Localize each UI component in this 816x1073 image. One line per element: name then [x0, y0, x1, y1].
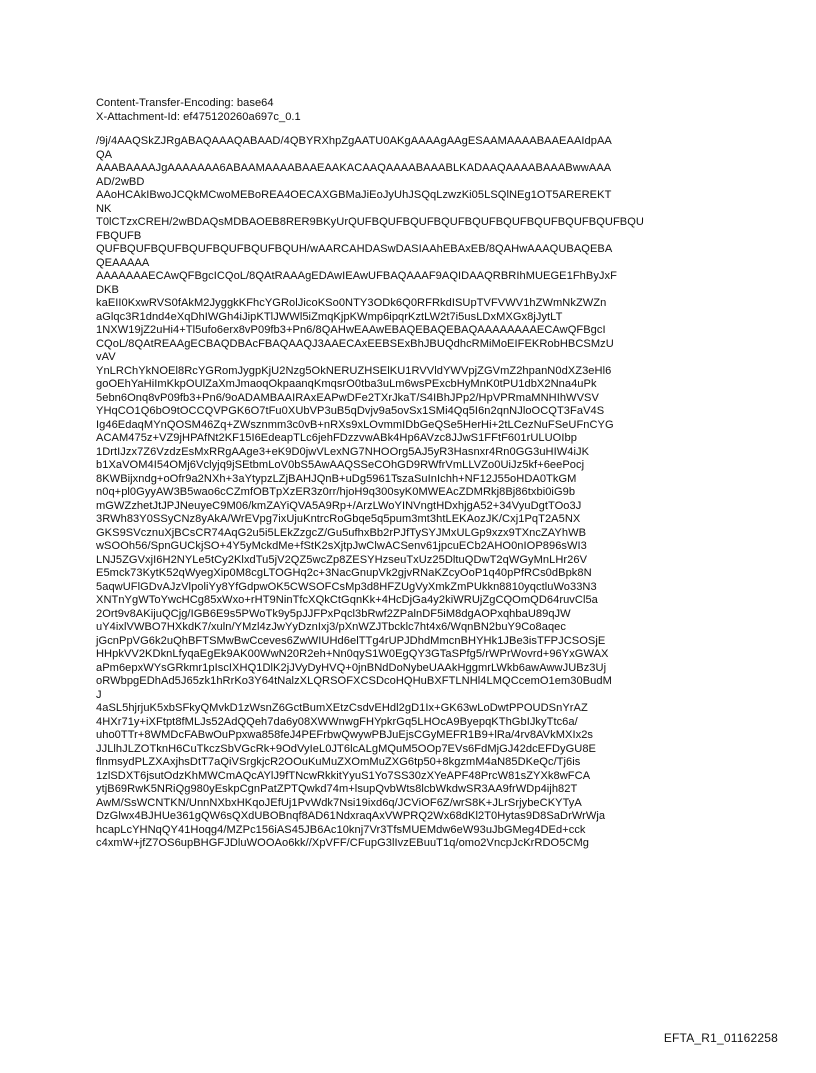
encoding-header: Content-Transfer-Encoding: base64	[96, 97, 274, 109]
base64-line: JJLlhJLZOTknH6CuTkczSbVGcRk+9OdVyIeL0JT6lcALgMQuM5OOp7EVs6FdMjGJ42dcEFDyGU8E	[96, 742, 597, 755]
base64-line: aGlqc3R1dnd4eXqDhIWGh4iJipKTlJWWl5iZmqKjpKWmp6ipqrKztLW2t7i5usLDxMXGx8jJytLT	[96, 310, 563, 323]
base64-line: 4aSL5hjrjuK5xbSFkyQMvkD1zWsnZ6GctBumXEtzCsdvEHdl2gD1Ix+GK63wLoDwtPPOUDSnYrAZ	[96, 702, 588, 714]
base64-line: hcapLcYHNqQY41Hoqg4/MZPc156iAS45JB6Ac10knj7Vr3TfsMUEMdw6eW93uJbGMeg4DEd+cck	[96, 823, 586, 836]
base64-line: ACAM475z+VZ9jHPAfNt2KF15I6EdeapTLc6jehFDzzvwABk4Hp6AVzc8JJwS1FFtF601rULUOIbp	[96, 432, 577, 444]
base64-line: AAAAAAAECAwQFBgcICQoL/8QAtRAAAgEDAwIEAwUFBAQAAAF9AQIDAAQRBRIhMUEGE1FhByJxF	[96, 270, 617, 282]
base64-line: uho0TTr+8WMDcFABwOuPpxwa858feJ4PEFrbwQwywPBJuEjsCGyMEFR1B9+lRa/4rv8AVkMXIx2s	[96, 729, 594, 741]
base64-line: AAoHCAkIBwoJCQkMCwoMEBoREA4OECAXGBMaJiEoJyUhJSQqLzwzKi05LSQlNEg1OT5AREREKT	[96, 189, 612, 201]
base64-line: YHqCO1Q6bO9tOCCQVPGK6O7tFu0XUbVP3uB5qDvjv9a5ovSx1SMi4Qq5I6n2qnNJloOCQT3FaV4S	[96, 405, 605, 417]
base64-block	[96, 135, 736, 851]
bates-number: EFTA_R1_01162258	[663, 1031, 778, 1045]
base64-line: c4xmW+jfZ7OS6upBHGFJDluWOOAo6kk//XpVFF/CFupG3lIvzEBuuT1q/omo2VncpJcKrRDO5CMg	[96, 837, 589, 849]
base64-line: 5ebn6Onq8vP09fb3+Pn6/9oADAMBAAIRAxEAPwDFe2TXrJkaT/S4IBhJPp2/HpVPRmaMNHIhWVSV	[96, 391, 599, 404]
base64-line: NK	[96, 202, 112, 215]
base64-line: DKB	[96, 283, 119, 296]
base64-line: Ig46EdaqMYnQOSM46Zq+ZWsznmm3c0vB+nRXs9xLOvmmIDbGeQSe5HerHi+2tLCezNuFSeUFnCYG	[96, 418, 614, 431]
attachment-id-header: X-Attachment-Id: ef475120260a697c_0.1	[96, 110, 301, 123]
base64-line: 1NXW19jZ2uHi4+Tl5ufo6erx8vP09fb3+Pn6/8QAHwEAAwEBAQEBAQEBAQAAAAAAAAECAwQFBgcI	[96, 324, 606, 336]
base64-line: 3RWh83Y0SSyCNz8yAkA/WrEVpg7ixUjuKntrcRoGbqe5q5pum3mt3htLEKAozJK/Cxj1PqT2A5NX	[96, 513, 581, 525]
base64-line: 2Ort9v8AKijuQCjg/IGB6E9s5PWoTk9y5pJJFPxPqcl3bRwf2ZPalnDF5iM8dgAOPxqhbaU89qJW	[96, 607, 571, 620]
base64-line: YnLRChYkNOEl8RcYGRomJygpKjU2Nzg5OkNERUZHSElKU1RVVldYWVpjZGVmZ2hpanN0dXZ3eHl6	[96, 364, 612, 377]
base64-line: 4HXr71y+iXFtpt8fMLJs52AdQQeh7da6y08XWWnwgFHYpkrGq5LHOcA9ByepqKThGbIJkyTtc6a/	[96, 715, 578, 728]
base64-line: AwM/SsWCNTKN/UnnNXbxHKqoJEfUj1PvWdk7Nsi19ixd6q/JCViOF6Z/wrS8K+JLrSrjybeCKYTyA	[96, 796, 582, 809]
base64-line: vAV	[96, 351, 116, 363]
base64-line: kaEII0KxwRVS0fAkM2JyggkKFhcYGRolJicoKSo0NTY3ODk6Q0RFRkdISUpTVFVWV1hZWmNkZWZn	[96, 297, 607, 309]
base64-line: mGWZzhetJtJPJNeuyeC9M06/kmZAYiQVA5A9Rp+/ArzLWoYINVngtHDxhjgA52+34VyuDgtTOo3J	[96, 499, 582, 512]
email-attachment-body	[96, 97, 736, 851]
base64-line: 8KWBijxndg+oOfr9a2NXh+3aYtypzLZjBAHJQnB+uDg5961TszaSuInIchh+NF12J55oHDA0TkGM	[96, 472, 577, 485]
base64-line: 5aqwUFlGDvAJzVlpoliYy8YfGdpwOK5CWSOFCsMp3d8HFZUgVyXmkZmPUkkn8810yqctluWo33N3	[96, 580, 597, 593]
base64-line: b1XaVOM4I54OMj6Vclyjq9jSEtbmLoV0bS5AwAAQSSeCOhGD9RWfrVmLLVZo0UiJz5kf+6eePocj	[96, 459, 585, 471]
base64-line: HHpkVV2KDknLfyqaEgEk9AK00WwN20R2eh+Nn0qyS1W0EgQY3GTaSPfg5/rWPrWovrd+96YxGWAX	[96, 648, 609, 660]
base64-line: /9j/4AAQSkZJRgABAQAAAQABAAD/4QBYRXhpZgAATU0AKgAAAAgAAgESAAMAAAABAAEAAIdpAA	[96, 135, 612, 147]
base64-line: aPm6epxWYsGRkmr1pIscIXHQ1DlK2jJVyDyHVQ+0jnBNdDoNybeUAAkHggmrLWkb6awAwwJUBz3Uj	[96, 661, 607, 674]
base64-line: AD/2wBD	[96, 175, 145, 188]
base64-line: J	[96, 688, 102, 701]
base64-line: oRWbpgEDhAd5J65zk1hRrKo3Y64tNalzXLQRSOFXCSDcoHQHuBXFTLNHl4LMQCcemO1em30BudM	[96, 675, 612, 687]
base64-line: LNJ5ZGVxjI6H2NYLe5tCy2KlxdTu5jV2QZ5wcZp8ZESYHzseuTxUz25DltuQDwT2qWGyMnLHr26V	[96, 553, 588, 566]
base64-line: QEAAAAA	[96, 256, 150, 269]
base64-line: E5mck73KytK52qWyegXip0M8cgLTOGHq2c+3NacGnupVk2gjvRNaKZcyOoP1q40pPfRCs0dBpk8N	[96, 567, 592, 579]
base64-line: n0q+pl0GyyAW3B5wao6cCZmfOBTpXzER3z0rr/hjoH9q300syK0MWEAcZDMRkj8Bj86txbi0iG9b	[96, 486, 576, 498]
base64-line: AAABAAAAJgAAAAAAA6ABAAMAAAABAAEAAKACAAQAAAABAAABLKADAAQAAAABAAABwwAAA	[96, 162, 612, 174]
base64-line: FBQUFB	[96, 229, 142, 242]
base64-line: GKS9SVcznuXjBCsCR74AqG2u5i5LEkZzgcZ/Gu5ufhxBb2rPJfTySYJMxULGp9xzx9TXncZAYhWB	[96, 526, 587, 539]
base64-line: 1zlSDXT6jsutOdzKhMWCmAQcAYlJ9fTNcwRkkitYyuS1Yo7SS30zXYeAPF48PrcW81sZYXk8wFCA	[96, 769, 591, 782]
base64-line: uY4ixlVWBO7HXkdK7/xuln/YMzl4zJwYyDznIxj3/pXnWZJTbcklc7ht4x6/WqnBN2buY9Co8aqec	[96, 621, 566, 633]
base64-line: ytjB69RwK5NRiQg980yEskpCgnPatZPTQwkd74m+lsupQvbWts8lcbWkdwSR3AA9frWDp4ijh82T	[96, 783, 578, 795]
base64-line: 1DrtIJzx7Z6VzdzEsMxRRgAAge3+eK9D0jwVLexNG7NHOOrg5AJ5yR3Hasnxr4Rn0GG3uHIW4iJK	[96, 445, 590, 458]
base64-line: QA	[96, 148, 113, 161]
base64-line: QUFBQUFBQUFBQUFBQUFBQUFBQUH/wAARCAHDASwDASIAAhEBAxEB/8QAHwAAAQUBAQEBA	[96, 243, 613, 255]
header-spacer	[96, 124, 736, 135]
base64-line: XNTnYgWToYwcHCg85xWxo+rHT9NinTfcXQkCtGqnKk+4HcDjGa4y2kiWRUjZgCQOmQD64ruvCl5a	[96, 594, 598, 606]
base64-line: wSOOh56/SpnGUCkjSO+4Y5yMckdMe+fStK2sXjtpJwClwACSenv61jpcuECb2AHO0nIOP896sWI3	[96, 540, 587, 552]
base64-line: flnmsydPLZXAxjhsDtT7aQiVSrgkjcR2OOuKuMuZXOmMuZXG6tp50+8kgzmM4aN85DKeQc/Tj6is	[96, 756, 581, 768]
base64-line: DzGlwx4BJHUe361gQW6sQXdUBOBnqf8AD61NdxraqAxVWPRQ2Wx68dKl2T0Hytas9D8SaDrWrWja	[96, 810, 606, 822]
base64-line: CQoL/8QAtREAAgECBAQDBAcFBAQAAQJ3AAECAxEEBSExBhJBUQdhcRMiMoEIFEKRobHBCSMzU	[96, 337, 614, 350]
base64-line: T0lCTzxCREH/2wBDAQsMDBAOEB8RER9BKyUrQUFBQUFBQUFBQUFBQUFBQUFBQUFBQUFBQUFBQU	[96, 216, 644, 228]
base64-line: jGcnPpVG6k2uQhBFTSMwBwCceves6ZwWIUHd6elTTg4rUPJDhdMmcnBHYHk1JBe3isTFPJCSOSjE	[96, 634, 606, 647]
base64-line: goOEhYaHiImKkpOUlZaXmJmaoqOkpaanqKmqsrO0tba3uLm6wsPExcbHyMnK0tPU1dbX2Nna4uPk	[96, 378, 597, 390]
